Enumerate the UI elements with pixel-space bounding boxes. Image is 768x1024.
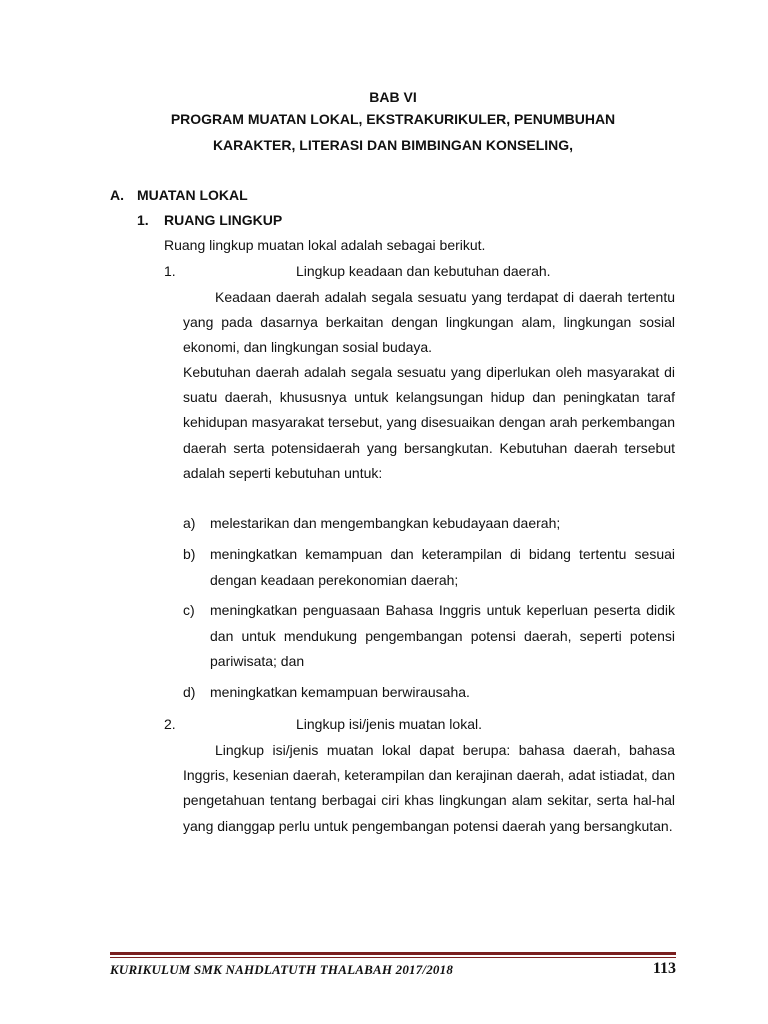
- chapter-title-line-2: KARAKTER, LITERASI DAN BIMBINGAN KONSELING,: [212, 137, 574, 153]
- list-item-b: [183, 542, 675, 593]
- footer-title: KURIKULUM SMK NAHDLATUTH THALABAH 2017/2018: [110, 962, 454, 977]
- list-text: meningkatkan penguasaan Bahasa Inggris untuk keperluan peserta didik dan untuk mendukung pengembangan potensi daerah, seperti potensi pariwisata; dan: [210, 602, 675, 669]
- item-1-marker: 1.: [164, 263, 176, 279]
- chapter-title-line-1: PROGRAM MUATAN LOKAL, EKSTRAKURIKULER, PENUMBUHAN: [170, 111, 616, 127]
- item-2-marker: 2.: [164, 716, 176, 732]
- subsection-1-title: RUANG LINGKUP: [164, 212, 283, 228]
- item-2-title: Lingkup isi/jenis muatan lokal.: [296, 716, 482, 732]
- subsection-1-marker: 1.: [137, 212, 149, 228]
- section-a-title: MUATAN LOKAL: [137, 187, 248, 203]
- section-a-marker: A.: [110, 187, 124, 203]
- list-letter: b): [183, 546, 196, 562]
- subsection-1-intro: Ruang lingkup muatan lokal adalah sebagai berikut.: [164, 237, 486, 253]
- footer-rule-thick: [110, 952, 676, 955]
- footer-rule-thin: [110, 957, 676, 958]
- item-1-title: Lingkup keadaan dan kebutuhan daerah.: [296, 263, 551, 279]
- chapter-label: BAB VI: [369, 89, 417, 105]
- list-letter: d): [183, 684, 196, 700]
- list-text: melestarikan dan mengembangkan kebudayaan daerah;: [210, 515, 561, 531]
- list-text: meningkatkan kemampuan dan keterampilan di bidang tertentu sesuai dengan keadaan perekonomian daerah;: [210, 546, 675, 588]
- page-number: 113: [652, 960, 676, 977]
- item-1-paragraph-1: Keadaan daerah adalah segala sesuatu yang terdapat di daerah tertentu yang pada dasarnya berkaitan dengan lingkungan alam, lingkungan sosial ekonomi, dan lingkungan sosial budaya.: [183, 289, 675, 356]
- item-2-paragraph-1: Lingkup isi/jenis muatan lokal dapat berupa: bahasa daerah, bahasa Inggris, kesenian daerah, keterampilan dan kerajinan daerah, adat istiadat, dan pengetahuan tentang berbagai ciri khas lingkungan alam sekitar, serta hal-hal yang dianggap perlu untuk pengembangan potensi daerah yang bersangkutan.: [183, 742, 675, 834]
- list-item-a: [183, 511, 675, 537]
- item-1-paragraph-2: Kebutuhan daerah adalah segala sesuatu yang diperlukan oleh masyarakat di suatu daerah, khususnya untuk kelangsungan hidup dan peningkatan taraf kehidupan masyarakat tersebut, yang disesuaikan dengan arah perkembangan daerah serta potensidaerah yang bersangkutan. Kebutuhan daerah tersebut adalah seperti kebutuhan untuk:: [183, 364, 675, 481]
- list-item-c: [183, 598, 675, 675]
- list-item-d: [183, 680, 675, 706]
- list-text: meningkatkan kemampuan berwirausaha.: [210, 684, 470, 700]
- list-letter: a): [183, 515, 196, 531]
- list-letter: c): [183, 602, 195, 618]
